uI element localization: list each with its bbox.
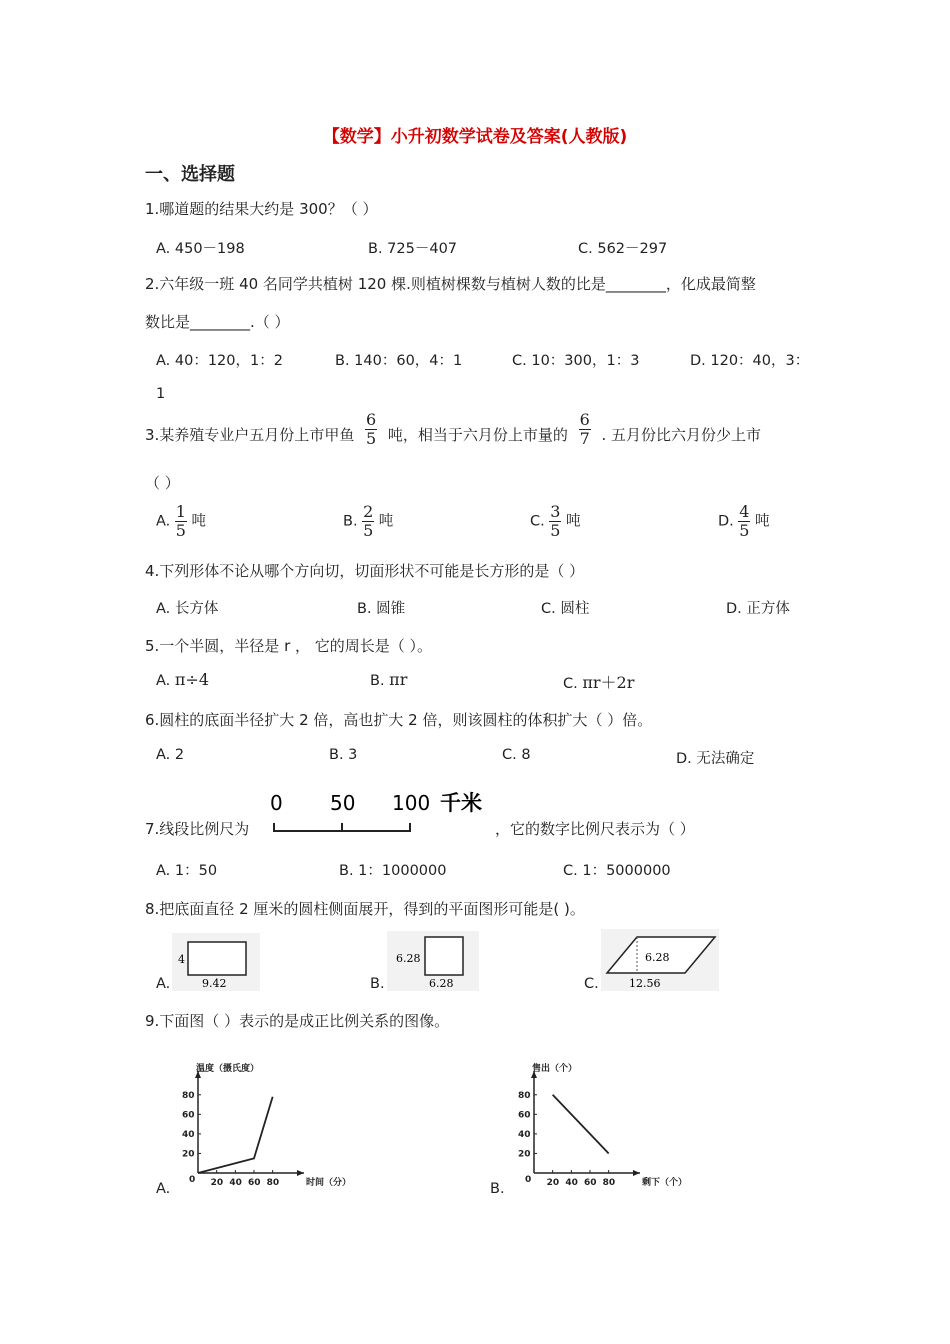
q3-option-c[interactable]: C. $\frac{3}{5}$ 吨 <box>530 502 581 540</box>
question-3-line2: （ ） <box>145 474 180 492</box>
q5-option-a[interactable]: A. π÷4 <box>156 670 209 689</box>
q3-part2: 吨，相当于六月份上市量的 <box>387 426 568 444</box>
chart-b-x-arrow <box>633 1170 640 1176</box>
square-shape <box>425 937 463 975</box>
q6-option-d[interactable]: D. 无法确定 <box>676 751 755 767</box>
question-9: 9.下面图（ ）表示的是成正比例关系的图像。 <box>145 1012 450 1030</box>
chart-a-y-tick-label: 80 <box>182 1090 195 1101</box>
q1-option-c[interactable]: C. 562－297 <box>578 241 668 257</box>
q3-fraction-1: $\frac{6}{5}$ <box>366 410 377 448</box>
chart-a-x-tick-label: 20 <box>210 1178 224 1188</box>
q3-option-a[interactable]: A. $\frac{1}{5}$ 吨 <box>156 502 206 540</box>
q6-option-c[interactable]: C. 8 <box>502 747 531 763</box>
question-4: 4.下列形体不论从哪个方向切，切面形状不可能是长方形的是（ ） <box>145 562 585 580</box>
q9-chart-b[interactable] <box>502 1060 688 1195</box>
q8-option-c-figure[interactable] <box>601 929 719 991</box>
chart-a-series-line <box>198 1097 273 1173</box>
scale-label-100: 100 <box>392 791 431 815</box>
q9-option-a-label[interactable]: A. <box>156 1181 171 1197</box>
svg-text:12.56: 12.56 <box>629 977 661 990</box>
chart-a-y-tick-label: 20 <box>182 1149 195 1160</box>
q1-option-b[interactable]: B. 725－407 <box>368 241 458 257</box>
scale-label-50: 50 <box>330 791 356 815</box>
chart-b-y-axis-label: 售出（个） <box>532 1064 578 1074</box>
question-7-prefix: 7.线段比例尺为 <box>145 820 250 838</box>
q2-option-c[interactable]: C. 10：300，1：3 <box>512 353 640 369</box>
q2-option-d[interactable]: D. 120：40，3： <box>690 353 810 369</box>
question-5: 5.一个半圆，半径是 r ， 它的周长是（ ）。 <box>145 637 433 655</box>
scale-bar-figure <box>262 786 502 836</box>
chart-b-x-tick-label: 40 <box>565 1178 578 1188</box>
svg-text:4: 4 <box>178 953 185 966</box>
chart-b-y-tick-label: 80 <box>518 1090 531 1101</box>
q4-option-a[interactable]: A. 长方体 <box>156 601 219 617</box>
q6-option-b[interactable]: B. 3 <box>329 747 358 763</box>
chart-a-y-axis-label: 温度（摄氏度） <box>196 1064 260 1074</box>
q5-option-b[interactable]: B. πr <box>370 670 408 689</box>
chart-b-x-axis-label: 剩下（个） <box>642 1178 688 1188</box>
chart-b-origin: 0 <box>525 1175 532 1185</box>
chart-a-y-tick-label: 40 <box>182 1129 195 1140</box>
q2-option-a[interactable]: A. 40：120，1：2 <box>156 353 283 369</box>
question-3 <box>145 410 762 453</box>
question-2-line1: 2.六年级一班 40 名同学共植树 120 棵.则植树棵数与植树人数的比是________，化成最简整 <box>145 275 756 293</box>
question-7-suffix: ，它的数字比例尺表示为（ ） <box>495 820 695 838</box>
svg-text:9.42: 9.42 <box>202 977 227 990</box>
q4-option-b[interactable]: B. 圆锥 <box>357 601 406 617</box>
q3-option-d[interactable]: D. $\frac{4}{5}$ 吨 <box>718 502 770 540</box>
q3-fraction-2: $\frac{6}{7}$ <box>579 410 590 448</box>
chart-a-x-arrow <box>297 1170 304 1176</box>
q7-option-b[interactable]: B. 1：1000000 <box>339 863 447 879</box>
q9-option-b-label[interactable]: B. <box>490 1181 505 1197</box>
q8-option-b-figure[interactable] <box>387 931 479 991</box>
chart-a-x-tick-label: 40 <box>229 1178 242 1188</box>
document-title: 【数学】小升初数学试卷及答案(人教版) <box>322 127 628 147</box>
chart-a-x-tick-label: 80 <box>266 1178 280 1188</box>
chart-b-x-tick-label: 60 <box>584 1178 597 1188</box>
q1-option-a[interactable]: A. 450－198 <box>156 241 245 257</box>
q4-option-d[interactable]: D. 正方体 <box>726 601 790 617</box>
chart-b-y-tick-label: 40 <box>518 1129 531 1140</box>
q7-option-c[interactable]: C. 1：5000000 <box>563 863 671 879</box>
q8-option-c-label[interactable]: C. <box>584 976 599 992</box>
section-heading: 一、选择题 <box>145 164 235 185</box>
chart-b-x-tick-label: 20 <box>546 1178 560 1188</box>
chart-b-series-line <box>553 1095 609 1154</box>
question-8: 8.把底面直径 2 厘米的圆柱侧面展开，得到的平面图形可能是( )。 <box>145 900 585 918</box>
q8-option-a-figure[interactable] <box>172 933 260 991</box>
rectangle-shape <box>188 942 246 975</box>
scale-label-0: 0 <box>270 791 283 815</box>
q7-option-a[interactable]: A. 1：50 <box>156 863 218 879</box>
svg-text:6.28: 6.28 <box>396 952 421 965</box>
question-2-line2: 数比是________.（ ） <box>145 313 290 331</box>
chart-b-y-tick-label: 60 <box>518 1110 531 1121</box>
question-1: 1.哪道题的结果大约是 300？（ ） <box>145 200 378 218</box>
chart-a-origin: 0 <box>189 1175 196 1185</box>
scale-label-unit: 千米 <box>440 791 482 815</box>
q5-option-c[interactable]: C. πr＋2r <box>563 673 635 692</box>
q3-part3: . 五月份比六月份少上市 <box>601 426 762 444</box>
q2-option-d-wrap: 1 <box>156 386 166 402</box>
q3-part1: 3.某养殖专业户五月份上市甲鱼 <box>145 426 355 444</box>
chart-a-y-tick-label: 60 <box>182 1110 195 1121</box>
chart-b-x-tick-label: 80 <box>602 1178 616 1188</box>
chart-a-x-axis-label: 时间（分） <box>306 1178 352 1188</box>
svg-text:6.28: 6.28 <box>645 951 670 964</box>
q6-option-a[interactable]: A. 2 <box>156 747 185 763</box>
q2-option-b[interactable]: B. 140：60，4：1 <box>335 353 463 369</box>
q4-option-c[interactable]: C. 圆柱 <box>541 601 590 617</box>
question-6: 6.圆柱的底面半径扩大 2 倍，高也扩大 2 倍，则该圆柱的体积扩大（ ）倍。 <box>145 711 653 729</box>
q8-option-a-label[interactable]: A. <box>156 976 171 992</box>
chart-a-x-tick-label: 60 <box>248 1178 261 1188</box>
svg-text:6.28: 6.28 <box>429 977 454 990</box>
chart-b-y-tick-label: 20 <box>518 1149 531 1160</box>
q8-option-b-label[interactable]: B. <box>370 976 385 992</box>
q3-option-b[interactable]: B. $\frac{2}{5}$ 吨 <box>343 502 394 540</box>
q9-chart-a[interactable] <box>166 1060 352 1195</box>
